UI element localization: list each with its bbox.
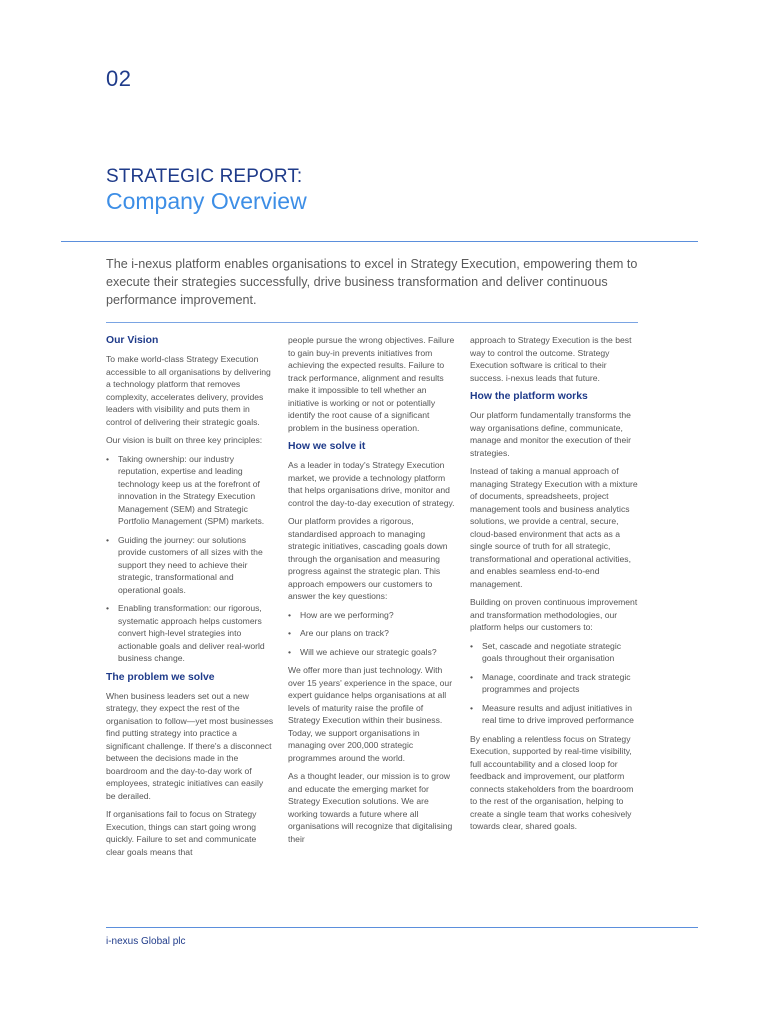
actions-list: [470, 640, 638, 727]
list-item: [106, 453, 274, 528]
section-heading-vision: Our Vision: [106, 335, 159, 346]
questions-list: [288, 609, 456, 659]
paragraph: Instead of taking a manual approach of managing Strategy Execution with a mixture of documents, spreadsheets, project management tools and business analytics solutions, we provide a central, secure, cloud-based environment that acts as a single source of truth for all strategic, transformational and operational activities, and enables seamless end-to-end management.: [470, 466, 638, 589]
list-item-text: Set, cascade and negotiate strategic goals throughout their organisation: [482, 640, 622, 663]
intro-paragraph: The i-nexus platform enables organisations to excel in Strategy Execution, empowering them to execute their strategies successfully, drive business transformation and deliver continuous performance improvement.: [106, 257, 638, 307]
list-item: [288, 646, 456, 659]
list-item: [470, 671, 638, 696]
paragraph: Building on proven continuous improvement and transformation methodologies, our platform helps our customers to:: [470, 597, 638, 632]
column-1: [106, 334, 274, 864]
list-item-text: Enabling transformation: our rigorous, systematic approach helps customers convert high-level strategies into actionable goals and deliver real-world business change.: [118, 603, 265, 663]
footer-company-name: i-nexus Global plc: [106, 936, 186, 947]
bullet-icon: •: [470, 671, 474, 682]
list-item-text: Manage, coordinate and track strategic programmes and projects: [482, 671, 631, 694]
bullet-icon: •: [288, 646, 292, 657]
report-title: STRATEGIC REPORT:: [106, 166, 303, 187]
list-item: [106, 534, 274, 597]
divider-bottom: [106, 927, 698, 928]
report-subtitle: Company Overview: [106, 188, 307, 214]
divider-middle: [106, 322, 638, 323]
paragraph: If organisations fail to focus on Strategy Execution, things can start going wrong quickly. Failure to set and communicate clear goals means that: [106, 809, 257, 857]
list-item: [106, 602, 274, 665]
list-item: [470, 702, 638, 727]
list-item: [288, 627, 456, 640]
bullet-icon: •: [470, 640, 474, 651]
list-item-text: Taking ownership: our industry reputation, expertise and leading technology keep us at the forefront of innovation in the Strategy Execution Management (SEM) and Strategic Portfolio Management (SPM) markets.: [118, 453, 265, 526]
list-item-text: Guiding the journey: our solutions provide customers of all sizes with the support they need to achieve their strategic, transformational and operational goals.: [118, 534, 263, 595]
paragraph: We offer more than just technology. With over 15 years' experience in the space, our expert guidance helps organisations at all levels of maturity raise the profile of Strategy Execution within their business. Today, we support organisations in managing over 200,000 strategic programmes around the world.: [288, 665, 453, 763]
paragraph: When business leaders set out a new strategy, they expect the rest of the organisation to follow—yet most businesses find putting strategy into practice a significant challenge. If there's a disconnect between the decisions made in the boardroom and the day-to-day work of employees, strategic initiatives can easily be derailed.: [106, 690, 274, 801]
paragraph: approach to Strategy Execution is the best way to control the outcome. Strategy Execution software is critical to their success. i-nexus leads that future.: [470, 335, 632, 383]
principles-list: [106, 453, 274, 665]
paragraph: As a thought leader, our mission is to grow and educate the emerging market for Strategy Execution solutions. We are working towards a future where all organisations will recognize that digitalising their: [288, 771, 453, 844]
section-heading-problem: The problem we solve: [106, 671, 215, 683]
paragraph: people pursue the wrong objectives. Failure to gain buy-in prevents initiatives from achieving the expected results. Failure to track performance, alignment and results make it impossible to tell whether an initiative is working or not or potentially identify the root cause of a significant problem in the business operation.: [288, 335, 455, 433]
list-item: [470, 640, 638, 665]
list-item-text: How are we performing?: [300, 609, 394, 620]
bullet-icon: •: [106, 534, 110, 545]
paragraph: By enabling a relentless focus on Strategy Execution, supported by real-time visibility, full accountability and a closed loop for feedback and improvement, our platform connects stakeholders from the boardroom to the rest of the organisation, helping to create a single team that works cohesively towards clear, shared goals.: [470, 733, 634, 831]
column-2: [288, 334, 456, 851]
page-number: 02: [106, 66, 132, 91]
column-3: [470, 334, 638, 839]
bullet-icon: •: [106, 453, 110, 464]
list-item-text: Will we achieve our strategic goals?: [300, 646, 437, 657]
list-item-text: Measure results and adjust initiatives in real time to drive improved performance: [482, 702, 634, 725]
paragraph: Our platform provides a rigorous, standardised approach to managing strategic initiatives, cascading goals down through the organisation and measuring progress against the strategic plan. This approach empowers our customers to answer the key questions:: [288, 516, 448, 601]
section-heading-works: How the platform works: [470, 391, 588, 402]
section-heading-solve: How we solve it: [288, 441, 366, 452]
paragraph: As a leader in today's Strategy Execution market, we provide a technology platform that helps organisations drive, monitor and control the day-to-day execution of strategy.: [288, 460, 455, 508]
bullet-icon: •: [470, 702, 474, 713]
list-item: [288, 609, 456, 622]
bullet-icon: •: [288, 609, 292, 620]
paragraph: To make world-class Strategy Execution accessible to all organisations by delivering a technology platform that removes complexity, accelerates delivery, provides leaders with visibility and puts them in control of delivering their strategic goals.: [106, 354, 271, 427]
paragraph: Our vision is built on three key principles:: [106, 435, 263, 445]
bullet-icon: •: [106, 603, 110, 613]
paragraph: Our platform fundamentally transforms the way organisations define, communicate, manage and monitor the execution of their strategies.: [470, 410, 631, 458]
divider-top: [61, 241, 698, 242]
bullet-icon: •: [288, 628, 292, 638]
list-item-text: Are our plans on track?: [300, 628, 389, 638]
